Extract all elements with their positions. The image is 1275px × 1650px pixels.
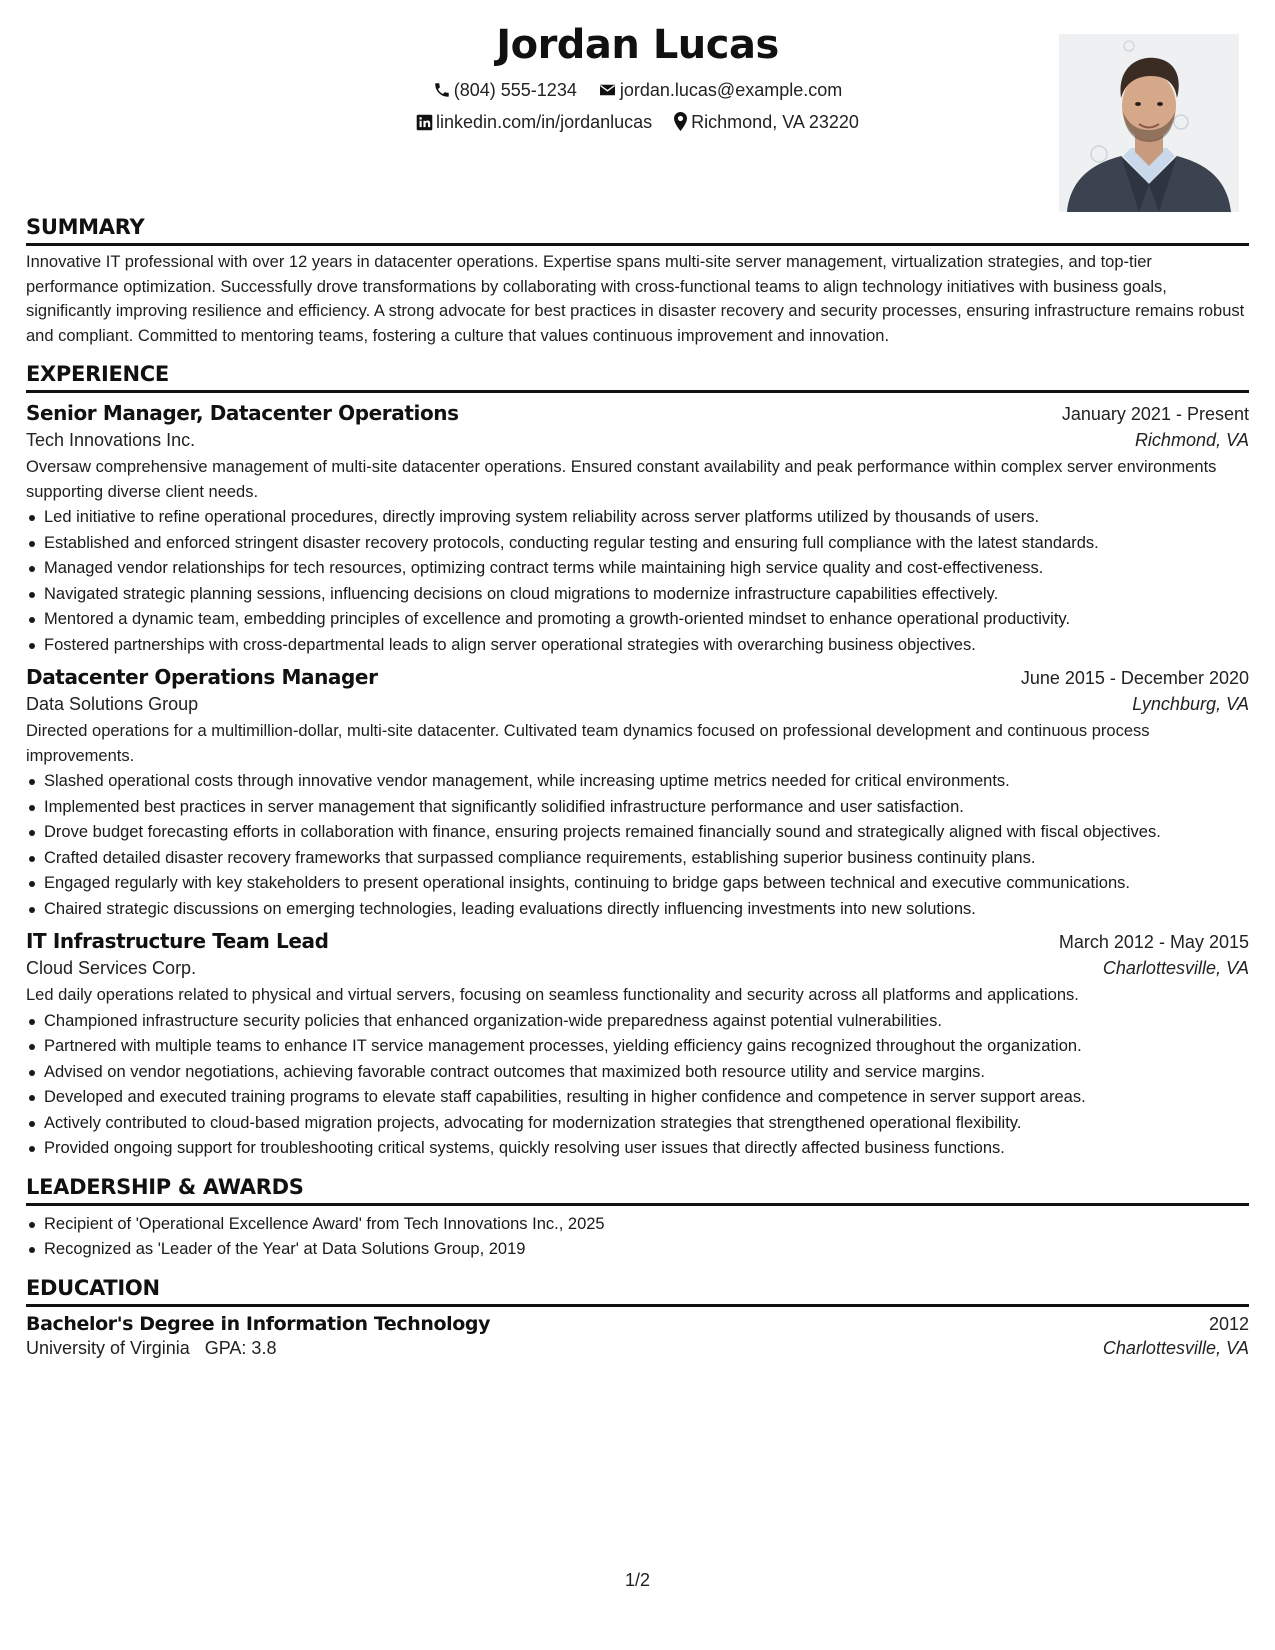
- bullet-item: Implemented best practices in server management that significantly solidified infrastructure performance and user satisfaction.: [44, 795, 1249, 820]
- job-dates: June 2015 - December 2020: [1020, 668, 1249, 688]
- graduation-year: 2012: [1208, 1313, 1249, 1334]
- bullet-item: Engaged regularly with key stakeholders to present operational insights, continuing to bridge gaps between technical and executive communications.: [44, 871, 1249, 896]
- bullet-item: Advised on vendor negotiations, achieving favorable contract outcomes that maximized both resource utility and service margins.: [44, 1060, 1249, 1085]
- job-bullets: [26, 769, 1249, 921]
- bullet-item: Led initiative to refine operational procedures, directly improving system reliability across server platforms utilized by thousands of users.: [44, 505, 1249, 530]
- phone-text: (804) 555-1234: [453, 80, 577, 100]
- summary-heading: SUMMARY: [26, 215, 1249, 246]
- bullet-item: Drove budget forecasting efforts in collaboration with finance, ensuring projects remained financially sound and strategically aligned with fiscal objectives.: [44, 820, 1249, 845]
- bullet-item: Provided ongoing support for troubleshooting critical systems, quickly resolving user issues that directly affected business functions.: [44, 1136, 1249, 1161]
- gpa: GPA: 3.8: [204, 1337, 277, 1358]
- degree-name: Bachelor's Degree in Information Technology: [26, 1312, 491, 1335]
- phone-contact[interactable]: [433, 80, 577, 101]
- job-bullets: [26, 505, 1249, 657]
- job-entry: [26, 929, 1249, 1161]
- email-contact[interactable]: [598, 80, 842, 101]
- bullet-item: Chaired strategic discussions on emerging technologies, leading evaluations directly influencing investments into new solutions.: [44, 897, 1249, 922]
- bullet-item: Managed vendor relationships for tech resources, optimizing contract terms while maintaining high service quality and cost-effectiveness.: [44, 556, 1249, 581]
- bullet-item: Mentored a dynamic team, embedding principles of excellence and promoting a growth-oriented mindset to enhance operational productivity.: [44, 607, 1249, 632]
- job-title: IT Infrastructure Team Lead: [26, 929, 329, 953]
- job-bullets: [26, 1009, 1249, 1161]
- company-name: Data Solutions Group: [26, 694, 199, 714]
- award-item: Recipient of 'Operational Excellence Award' from Tech Innovations Inc., 2025: [44, 1212, 1249, 1237]
- summary-text: Innovative IT professional with over 12 years in datacenter operations. Expertise spans multi-site server management, virtualization strategies, and top-tier performance optimization. Successfully drove transformations by collaborating with cross-functional teams to align technology initiatives with business goals, significantly improving resilience and efficiency. A strong advocate for best practices in disaster recovery and security processes, ensuring infrastructure remains robust and compliant. Committed to mentoring teams, fostering a culture that values continuous improvement and innovation.: [26, 253, 1245, 345]
- job-summary: Led daily operations related to physical and virtual servers, focusing on seamless functionality and security across all platforms and applications.: [26, 986, 1079, 1004]
- resume-page: [26, 0, 1249, 1650]
- job-location: Charlottesville, VA: [1102, 958, 1249, 978]
- bullet-item: Developed and executed training programs to elevate staff capabilities, resulting in higher confidence and competence in server support areas.: [44, 1085, 1249, 1110]
- bullet-item: Fostered partnerships with cross-departmental leads to align server operational strategies with overarching business objectives.: [44, 633, 1249, 658]
- page-number: 1/2: [624, 1570, 651, 1590]
- award-item: Recognized as 'Leader of the Year' at Data Solutions Group, 2019: [44, 1237, 1249, 1262]
- linkedin-contact[interactable]: [416, 112, 652, 133]
- bullet-item: Navigated strategic planning sessions, influencing decisions on cloud migrations to modernize infrastructure capabilities effectively.: [44, 582, 1249, 607]
- summary-section: [26, 215, 1249, 348]
- company-name: Tech Innovations Inc.: [26, 430, 196, 450]
- bullet-item: Partnered with multiple teams to enhance IT service management processes, yielding efficiency gains recognized throughout the organization.: [44, 1034, 1249, 1059]
- job-dates: January 2021 - Present: [1061, 404, 1249, 424]
- resume-header: [26, 0, 1249, 215]
- profile-photo: [1059, 34, 1239, 212]
- company-name: Cloud Services Corp.: [26, 958, 197, 978]
- awards-list: [26, 1212, 1249, 1262]
- job-title: Senior Manager, Datacenter Operations: [26, 401, 459, 425]
- job-summary: Oversaw comprehensive management of multi-site datacenter operations. Ensured constant availability and peak performance within complex server environments supporting diverse client needs.: [26, 458, 1217, 501]
- bullet-item: Crafted detailed disaster recovery frameworks that surpassed compliance requirements, establishing superior business continuity plans.: [44, 846, 1249, 871]
- awards-section: [26, 1175, 1249, 1262]
- candidate-name: Jordan Lucas: [496, 22, 779, 68]
- job-dates: March 2012 - May 2015: [1058, 932, 1249, 952]
- envelope-icon: [598, 81, 617, 99]
- job-summary: Directed operations for a multimillion-dollar, multi-site datacenter. Cultivated team dynamics focused on professional development and continuous process improvements.: [26, 722, 1150, 765]
- email-text: jordan.lucas@example.com: [619, 80, 843, 100]
- school-name: University of Virginia: [26, 1337, 190, 1358]
- job-entry: [26, 401, 1249, 657]
- experience-heading: EXPERIENCE: [26, 362, 1249, 393]
- job-location: Lynchburg, VA: [1132, 694, 1249, 714]
- education-entry: [26, 1313, 1249, 1359]
- bullet-item: Slashed operational costs through innovative vendor management, while increasing uptime metrics needed for critical environments.: [44, 769, 1249, 794]
- phone-icon: [433, 81, 451, 99]
- school-location: Charlottesville, VA: [1102, 1337, 1249, 1358]
- map-pin-icon: [673, 112, 688, 131]
- school-info: [26, 1338, 276, 1359]
- job-title: Datacenter Operations Manager: [26, 665, 378, 689]
- bullet-item: Established and enforced stringent disaster recovery protocols, conducting regular testing and ensuring full compliance with the latest standards.: [44, 531, 1249, 556]
- bullet-item: Actively contributed to cloud-based migration projects, advocating for modernization strategies that strengthened operational flexibility.: [44, 1111, 1249, 1136]
- education-section: [26, 1276, 1249, 1359]
- education-heading: EDUCATION: [26, 1276, 1249, 1307]
- location-text: Richmond, VA 23220: [691, 112, 859, 132]
- linkedin-icon: [416, 114, 433, 131]
- experience-section: [26, 362, 1249, 1161]
- job-entry: [26, 665, 1249, 921]
- linkedin-text: linkedin.com/in/jordanlucas: [436, 112, 653, 132]
- location-contact: [673, 112, 859, 133]
- job-location: Richmond, VA: [1134, 430, 1249, 450]
- awards-heading: LEADERSHIP & AWARDS: [26, 1175, 1249, 1206]
- bullet-item: Championed infrastructure security policies that enhanced organization-wide preparedness against potential vulnerabilities.: [44, 1009, 1249, 1034]
